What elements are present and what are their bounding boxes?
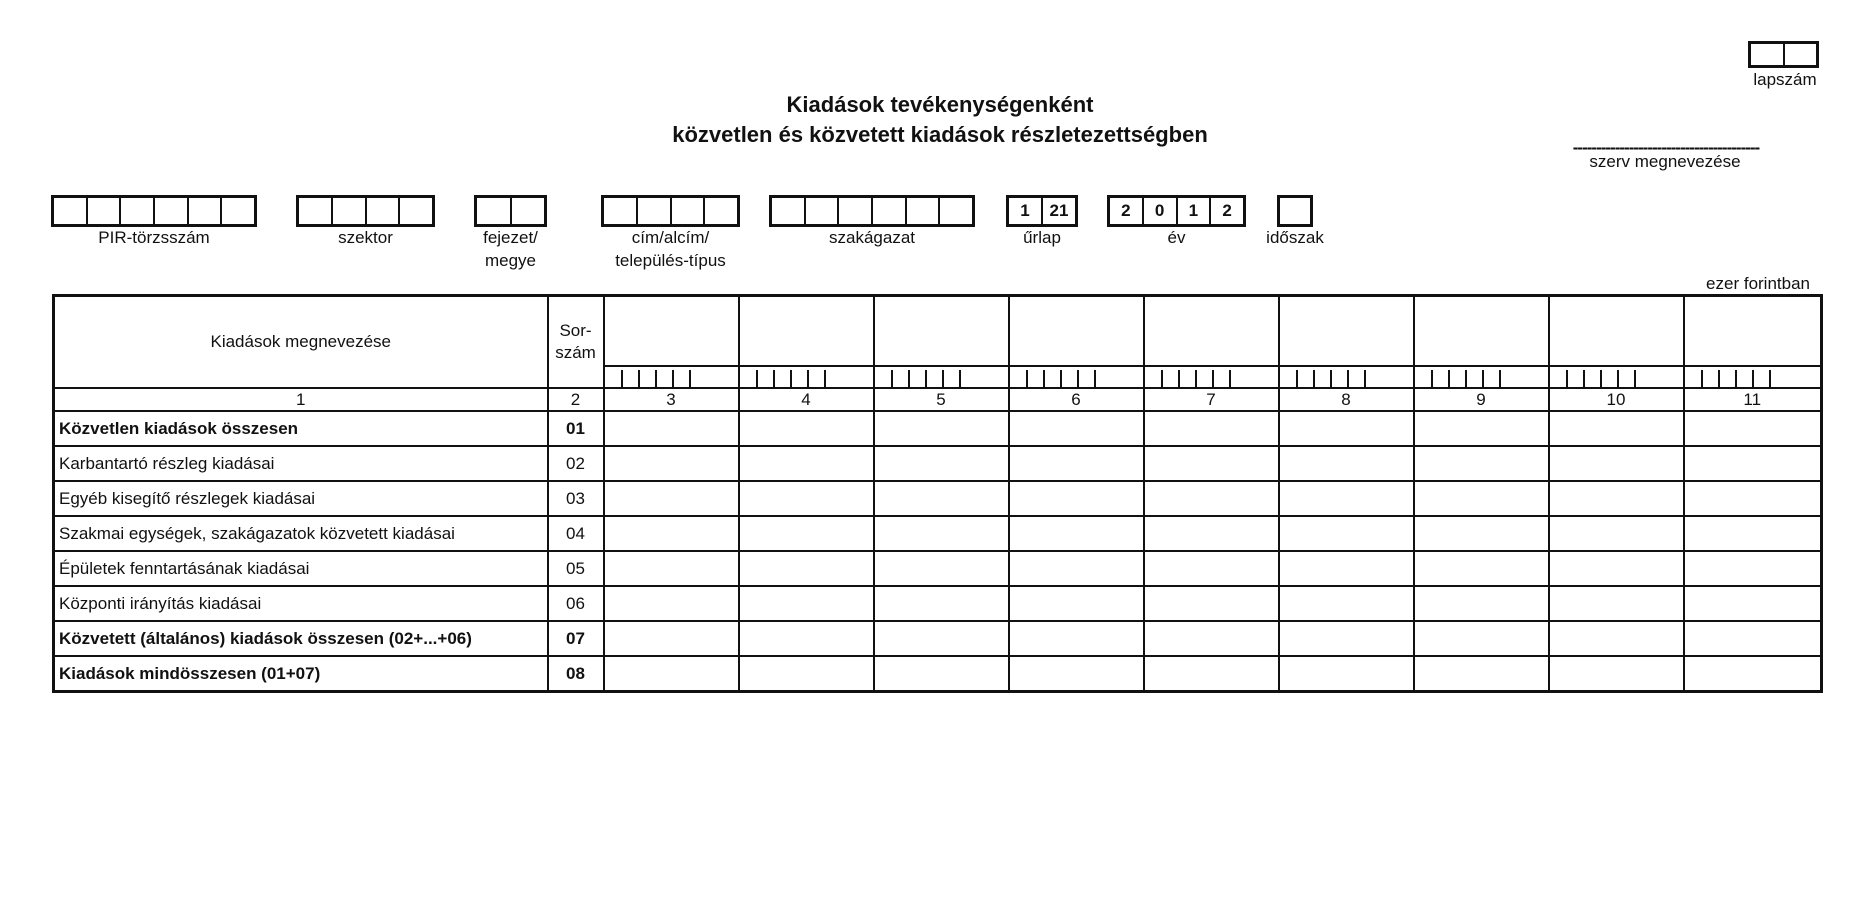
header-blank: [1414, 296, 1549, 367]
header-blank: [604, 296, 739, 367]
value-cell[interactable]: [604, 481, 739, 516]
value-cell[interactable]: [1279, 656, 1414, 692]
row-name: Épületek fenntartásának kiadásai: [54, 551, 548, 586]
field-cell[interactable]: [604, 198, 638, 224]
row-code: 02: [548, 446, 604, 481]
value-cell[interactable]: [1549, 411, 1684, 446]
sector-field[interactable]: [296, 195, 435, 227]
header-tick-cell[interactable]: [1009, 366, 1144, 388]
value-cell[interactable]: [874, 411, 1009, 446]
expenses-table: [52, 294, 1823, 693]
header-seq-line2: szám: [555, 343, 596, 362]
value-cell[interactable]: [874, 446, 1009, 481]
table-row: [54, 411, 1822, 446]
column-number: 8: [1279, 388, 1414, 411]
header-tick-cell[interactable]: [1414, 366, 1549, 388]
header-tick-cell[interactable]: [604, 366, 739, 388]
value-cell[interactable]: [1414, 621, 1549, 656]
column-number: 3: [604, 388, 739, 411]
value-cell[interactable]: [1009, 411, 1144, 446]
tick-mark: [621, 370, 623, 387]
table-row: [54, 516, 1822, 551]
tick-mark: [638, 370, 640, 387]
form-title-line1: Kiadások tevékenységenként: [786, 92, 1094, 117]
value-cell[interactable]: [1009, 551, 1144, 586]
value-cell[interactable]: [1144, 411, 1279, 446]
field-cell[interactable]: [705, 198, 737, 224]
value-cell[interactable]: [874, 551, 1009, 586]
column-number: 5: [874, 388, 1009, 411]
value-cell[interactable]: [1144, 656, 1279, 692]
tick-mark: [1026, 370, 1028, 387]
table-row: [54, 551, 1822, 586]
org-name-line[interactable]: ----------------------------------------: [1572, 138, 1760, 157]
tick-mark: [925, 370, 927, 387]
tick-mark: [773, 370, 775, 387]
value-cell[interactable]: [1684, 551, 1822, 586]
tick-mark: [1195, 370, 1197, 387]
pir-number-label: PIR-törzsszám: [98, 228, 210, 247]
value-cell[interactable]: [739, 656, 874, 692]
field-cell[interactable]: [772, 198, 806, 224]
row-name: Központi irányítás kiadásai: [54, 586, 548, 621]
header-blank: [1549, 296, 1684, 367]
value-cell[interactable]: [604, 516, 739, 551]
value-cell[interactable]: [1279, 586, 1414, 621]
tick-mark: [1229, 370, 1231, 387]
value-cell[interactable]: [604, 446, 739, 481]
value-cell[interactable]: [1549, 586, 1684, 621]
form-code-label: űrlap: [1023, 228, 1061, 247]
value-cell[interactable]: [739, 586, 874, 621]
header-seq-line1: Sor-: [559, 321, 592, 340]
branch-field[interactable]: [769, 195, 975, 227]
value-cell[interactable]: [1414, 551, 1549, 586]
value-cell[interactable]: [1684, 656, 1822, 692]
value-cell[interactable]: [1144, 516, 1279, 551]
field-cell[interactable]: [88, 198, 122, 224]
row-code: 06: [548, 586, 604, 621]
field-cell[interactable]: 1: [1009, 198, 1043, 224]
table-row: [54, 586, 1822, 621]
field-cell[interactable]: 1: [1178, 198, 1212, 224]
tick-mark: [1566, 370, 1568, 387]
tick-mark: [672, 370, 674, 387]
value-cell[interactable]: [874, 621, 1009, 656]
chapter-label-line2: megye: [484, 251, 537, 270]
page-number-cell[interactable]: [1785, 44, 1817, 65]
row-code: 05: [548, 551, 604, 586]
period-field[interactable]: [1277, 195, 1313, 227]
field-cell[interactable]: [222, 198, 254, 224]
sector-label: szektor: [338, 228, 393, 247]
tick-mark: [824, 370, 826, 387]
column-number: 4: [739, 388, 874, 411]
value-cell[interactable]: [874, 516, 1009, 551]
tick-mark: [1094, 370, 1096, 387]
tick-mark: [790, 370, 792, 387]
value-cell[interactable]: [739, 551, 874, 586]
value-cell[interactable]: [739, 621, 874, 656]
value-cell[interactable]: [1549, 656, 1684, 692]
value-cell[interactable]: [1414, 656, 1549, 692]
field-cell[interactable]: [873, 198, 907, 224]
value-cell[interactable]: [1279, 481, 1414, 516]
row-name: Karbantartó részleg kiadásai: [54, 446, 548, 481]
table-row: [54, 446, 1822, 481]
header-blank: [1684, 296, 1822, 367]
value-cell[interactable]: [739, 481, 874, 516]
value-cell[interactable]: [739, 516, 874, 551]
column-number: 1: [54, 388, 548, 411]
tick-mark: [908, 370, 910, 387]
tick-mark: [1617, 370, 1619, 387]
header-seq: [548, 296, 604, 389]
tick-mark: [1313, 370, 1315, 387]
field-cell[interactable]: 2: [1222, 201, 1232, 220]
value-cell[interactable]: [1414, 446, 1549, 481]
row-code: 04: [548, 516, 604, 551]
header-blank: [874, 296, 1009, 367]
value-cell[interactable]: [1684, 411, 1822, 446]
tick-mark: [1296, 370, 1298, 387]
field-cell[interactable]: 0: [1144, 198, 1178, 224]
field-cell[interactable]: [400, 198, 432, 224]
row-code: 07: [548, 621, 604, 656]
tick-mark: [1212, 370, 1214, 387]
title-code-label-line2: település-típus: [615, 251, 726, 270]
tick-mark: [1718, 370, 1720, 387]
tick-mark: [1178, 370, 1180, 387]
row-code: 08: [548, 656, 604, 692]
tick-mark: [807, 370, 809, 387]
field-cell[interactable]: [333, 198, 367, 224]
value-cell[interactable]: [874, 481, 1009, 516]
year-field[interactable]: [1107, 195, 1246, 227]
field-cell[interactable]: [512, 198, 545, 224]
value-cell[interactable]: [1144, 551, 1279, 586]
field-cell[interactable]: [121, 198, 155, 224]
tick-mark: [1330, 370, 1332, 387]
header-tick-cell[interactable]: [1684, 366, 1822, 388]
value-cell[interactable]: [874, 656, 1009, 692]
header-tick-cell[interactable]: [1279, 366, 1414, 388]
value-cell[interactable]: [1279, 516, 1414, 551]
header-tick-cell[interactable]: [1549, 366, 1684, 388]
field-cell[interactable]: [54, 198, 88, 224]
table-row: [54, 621, 1822, 656]
value-cell[interactable]: [1144, 621, 1279, 656]
branch-label: szakágazat: [829, 228, 915, 247]
value-cell[interactable]: [1549, 551, 1684, 586]
value-cell[interactable]: [1684, 481, 1822, 516]
value-cell[interactable]: [739, 446, 874, 481]
tick-mark: [1769, 370, 1771, 387]
field-cell[interactable]: [367, 198, 401, 224]
tick-mark: [1499, 370, 1501, 387]
field-cell[interactable]: [638, 198, 672, 224]
value-cell[interactable]: [874, 586, 1009, 621]
value-cell[interactable]: [1009, 516, 1144, 551]
tick-mark: [959, 370, 961, 387]
tick-mark: [1735, 370, 1737, 387]
pir-number-field[interactable]: [51, 195, 257, 227]
field-cell[interactable]: 21: [1049, 201, 1069, 220]
value-cell[interactable]: [604, 656, 739, 692]
value-cell[interactable]: [1144, 446, 1279, 481]
field-cell[interactable]: 2: [1110, 198, 1144, 224]
header-tick-cell[interactable]: [874, 366, 1009, 388]
value-cell[interactable]: [1549, 481, 1684, 516]
header-blank: [1009, 296, 1144, 367]
value-cell[interactable]: [1549, 446, 1684, 481]
value-cell[interactable]: [1009, 586, 1144, 621]
unit-label: ezer forintban: [1706, 274, 1810, 293]
tick-mark: [1364, 370, 1366, 387]
tick-mark: [1634, 370, 1636, 387]
row-name: Közvetlen kiadások összesen: [54, 411, 548, 446]
value-cell[interactable]: [1414, 411, 1549, 446]
tick-mark: [942, 370, 944, 387]
value-cell[interactable]: [1009, 656, 1144, 692]
tick-mark: [1583, 370, 1585, 387]
row-code: 01: [548, 411, 604, 446]
value-cell[interactable]: [1414, 586, 1549, 621]
field-cell[interactable]: [806, 198, 840, 224]
row-code: 03: [548, 481, 604, 516]
tick-mark: [891, 370, 893, 387]
row-name: Közvetett (általános) kiadások összesen (02+...+06): [54, 621, 548, 656]
value-cell[interactable]: [1279, 551, 1414, 586]
header-tick-cell[interactable]: [1144, 366, 1279, 388]
value-cell[interactable]: [604, 551, 739, 586]
tick-mark: [1448, 370, 1450, 387]
field-cell[interactable]: [299, 198, 333, 224]
value-cell[interactable]: [1684, 621, 1822, 656]
tick-mark: [1465, 370, 1467, 387]
value-cell[interactable]: [1144, 586, 1279, 621]
value-cell[interactable]: [1684, 446, 1822, 481]
header-expense-name: Kiadások megnevezése: [54, 296, 548, 389]
row-name: Szakmai egységek, szakágazatok közvetett kiadásai: [54, 516, 548, 551]
tick-mark: [655, 370, 657, 387]
column-number: 10: [1549, 388, 1684, 411]
title-code-field[interactable]: [601, 195, 740, 227]
field-cell[interactable]: [155, 198, 189, 224]
value-cell[interactable]: [1009, 481, 1144, 516]
field-cell[interactable]: [839, 198, 873, 224]
form-title-line2: közvetlen és közvetett kiadások részletezettségben: [672, 122, 1208, 147]
field-cell[interactable]: [672, 198, 706, 224]
tick-mark: [1161, 370, 1163, 387]
tick-mark: [1431, 370, 1433, 387]
form-code-field[interactable]: [1006, 195, 1078, 227]
value-cell[interactable]: [1144, 481, 1279, 516]
tick-mark: [1043, 370, 1045, 387]
column-number: 6: [1009, 388, 1144, 411]
tick-mark: [1482, 370, 1484, 387]
tick-mark: [1701, 370, 1703, 387]
field-cell[interactable]: [477, 198, 512, 224]
chapter-label-line1: fejezet/: [483, 228, 538, 247]
row-name: Kiadások mindösszesen (01+07): [54, 656, 548, 692]
value-cell[interactable]: [1549, 516, 1684, 551]
org-name-label: szerv megnevezése: [1589, 152, 1741, 171]
header-tick-cell[interactable]: [739, 366, 874, 388]
field-cell[interactable]: [940, 198, 972, 224]
row-name: Egyéb kisegítő részlegek kiadásai: [54, 481, 548, 516]
tick-mark: [1077, 370, 1079, 387]
tick-mark: [1347, 370, 1349, 387]
value-cell[interactable]: [1684, 516, 1822, 551]
title-code-label-line1: cím/alcím/: [631, 228, 710, 247]
tick-mark: [689, 370, 691, 387]
page-number-cell[interactable]: [1751, 44, 1785, 65]
page-number-box[interactable]: [1748, 41, 1819, 68]
value-cell[interactable]: [1279, 446, 1414, 481]
header-blank: [1279, 296, 1414, 367]
year-label: év: [1167, 228, 1186, 247]
field-cell[interactable]: [1280, 198, 1310, 224]
value-cell[interactable]: [604, 586, 739, 621]
header-blank: [739, 296, 874, 367]
column-number: 7: [1144, 388, 1279, 411]
field-cell[interactable]: [189, 198, 223, 224]
page-number-label: lapszám: [1753, 70, 1817, 89]
column-number: 11: [1684, 388, 1822, 411]
tick-mark: [756, 370, 758, 387]
value-cell[interactable]: [604, 411, 739, 446]
tick-mark: [1600, 370, 1602, 387]
value-cell[interactable]: [1414, 481, 1549, 516]
value-cell[interactable]: [1684, 586, 1822, 621]
field-cell[interactable]: [907, 198, 941, 224]
column-number: 2: [548, 388, 604, 411]
value-cell[interactable]: [739, 411, 874, 446]
value-cell[interactable]: [1009, 621, 1144, 656]
period-label: időszak: [1266, 228, 1324, 247]
tick-mark: [1060, 370, 1062, 387]
value-cell[interactable]: [604, 621, 739, 656]
tick-mark: [1752, 370, 1754, 387]
chapter-field[interactable]: [474, 195, 547, 227]
column-number: 9: [1414, 388, 1549, 411]
value-cell[interactable]: [1279, 411, 1414, 446]
table-row: [54, 656, 1822, 692]
header-blank: [1144, 296, 1279, 367]
value-cell[interactable]: [1009, 446, 1144, 481]
value-cell[interactable]: [1279, 621, 1414, 656]
value-cell[interactable]: [1414, 516, 1549, 551]
value-cell[interactable]: [1549, 621, 1684, 656]
table-row: [54, 481, 1822, 516]
